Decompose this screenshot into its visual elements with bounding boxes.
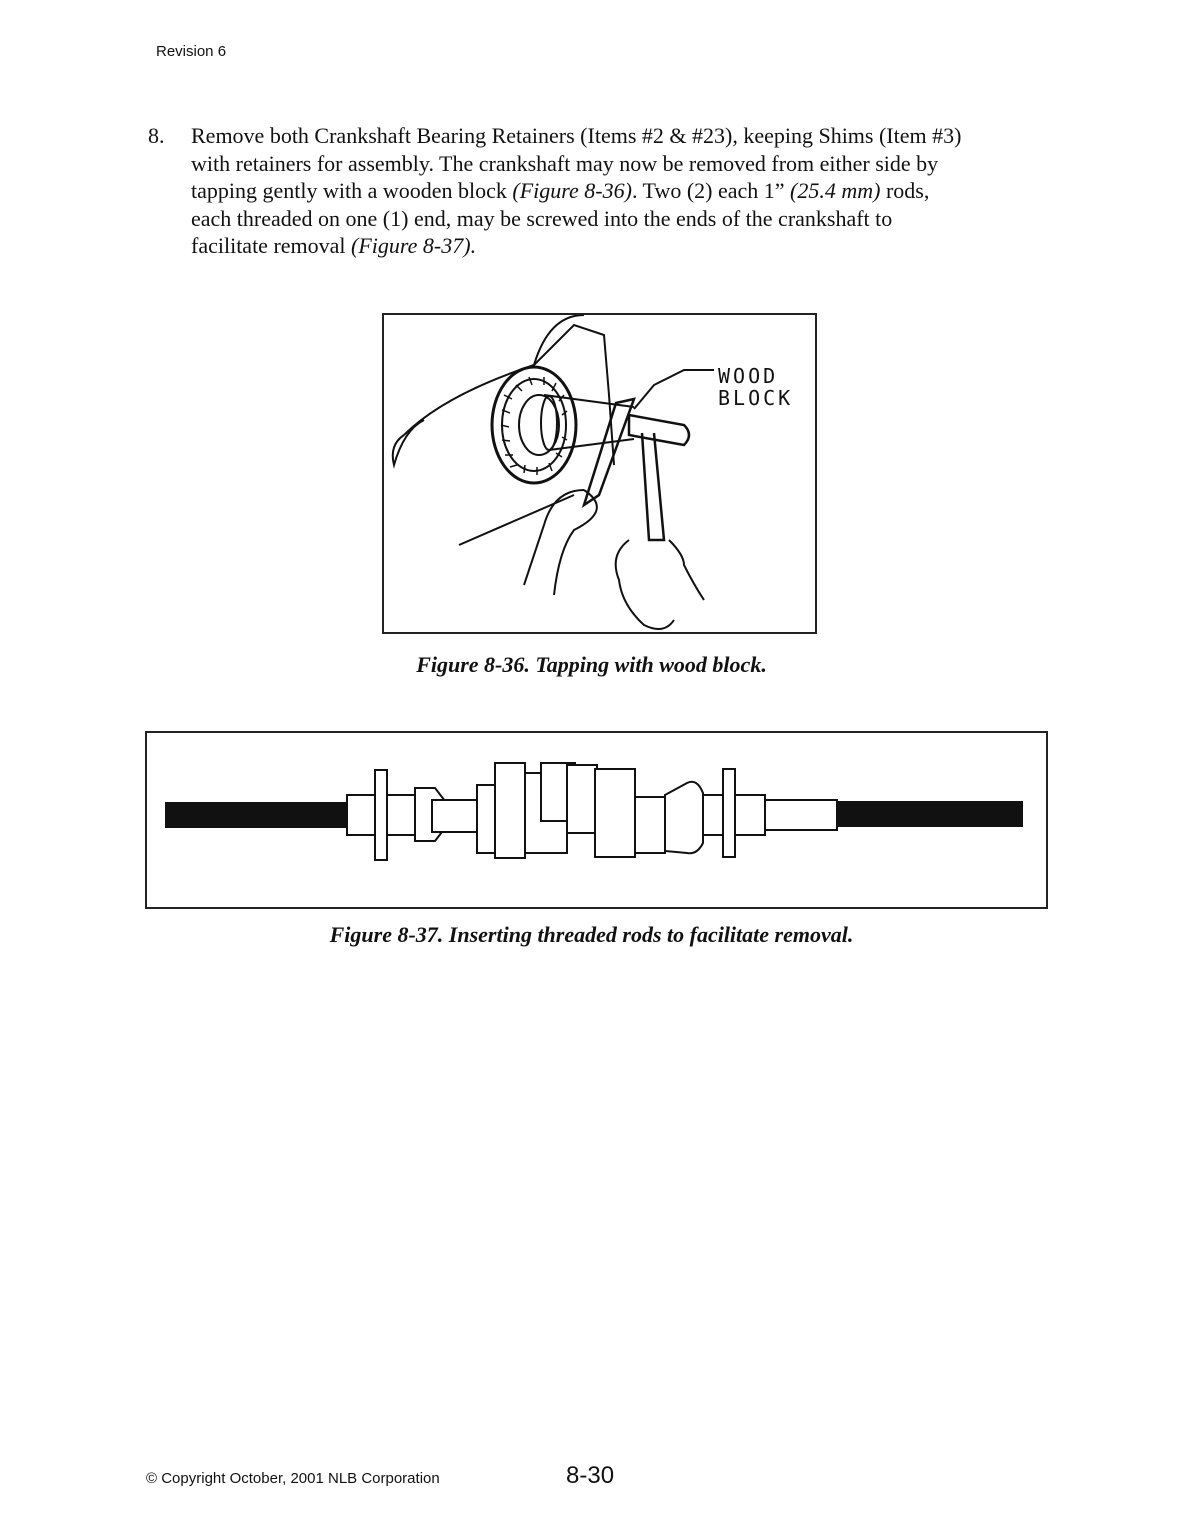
- text-run: with retainers for assembly. The crankshaft may now be removed from either side by: [191, 150, 939, 176]
- shaft-journal: [387, 795, 415, 835]
- text-run: rods,: [880, 178, 930, 203]
- shaft-journal: [347, 795, 377, 835]
- step-text: [191, 122, 1061, 260]
- text-run: Remove both Crankshaft Bearing Retainers (Items #2 & #23), keeping Shims (Item #3): [191, 123, 962, 148]
- metric-value: (25.4 mm): [790, 178, 881, 203]
- crank-web: [477, 785, 495, 853]
- step-line: [191, 150, 1061, 178]
- counterweight: [595, 769, 635, 857]
- shaft-end: [541, 396, 557, 450]
- step-line: [191, 205, 1061, 233]
- page-number: 8-30: [566, 1462, 615, 1489]
- revision-label: Revision 6: [156, 43, 227, 60]
- flange: [375, 770, 387, 860]
- shaft-journal: [703, 795, 725, 835]
- right-wrist: [669, 540, 704, 600]
- figure-8-36: [382, 313, 817, 634]
- label-line: WOOD: [718, 364, 779, 388]
- label-line: BLOCK: [718, 386, 794, 410]
- hammer-handle: [642, 433, 664, 540]
- label-leader-line: [634, 370, 714, 409]
- wood-block-illustration: [384, 315, 815, 632]
- step-line: [191, 232, 1061, 260]
- arm-line: [459, 495, 574, 545]
- bearing-outer-ring: [492, 367, 576, 483]
- text-run: . Two (2) each 1”: [631, 178, 791, 203]
- wood-block-label: [718, 365, 793, 409]
- main-journal: [567, 765, 597, 833]
- crank-pin: [635, 797, 665, 853]
- text-run: tapping gently with a wooden block: [191, 178, 513, 203]
- figure-reference: (Figure 8-36): [512, 178, 632, 203]
- figure-reference: (Figure 8-37).: [351, 233, 477, 258]
- flange: [723, 769, 735, 857]
- wood-block: [584, 399, 634, 505]
- crankshaft-illustration: [147, 733, 1046, 907]
- text-run: facilitate removal: [191, 233, 352, 258]
- shaft-journal: [735, 795, 765, 835]
- shaft-end: [765, 800, 837, 830]
- right-hand: [616, 540, 674, 629]
- housing-edge: [393, 420, 424, 465]
- hammer-head: [629, 415, 689, 445]
- step-line: [191, 122, 1061, 150]
- threaded-rod-right: [837, 801, 1023, 827]
- crank-pin: [432, 800, 477, 832]
- figure-8-36-caption: Figure 8-36. Tapping with wood block.: [416, 652, 767, 677]
- step-number: 8.: [148, 123, 165, 148]
- figure-8-37-caption: Figure 8-37. Inserting threaded rods to facilitate removal.: [329, 922, 854, 947]
- counterweight: [495, 763, 525, 858]
- text-run: each threaded on one (1) end, may be screwed into the ends of the crankshaft to: [191, 205, 893, 231]
- threaded-rod-left: [165, 802, 361, 828]
- left-wrist: [554, 490, 597, 595]
- crank-web: [665, 782, 703, 854]
- copyright-notice: © Copyright October, 2001 NLB Corporation: [146, 1470, 440, 1487]
- figure-8-37: [145, 731, 1048, 909]
- step-line: [191, 177, 1061, 205]
